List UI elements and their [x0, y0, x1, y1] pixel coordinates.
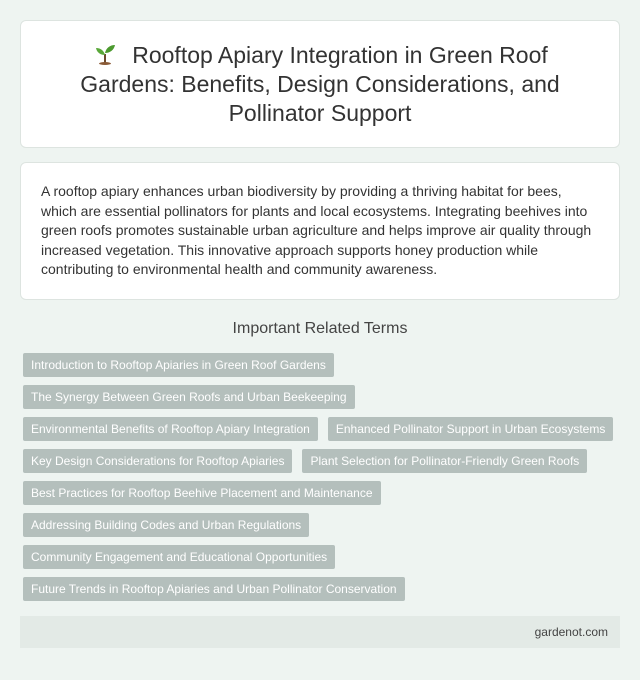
- page-title-text: Rooftop Apiary Integration in Green Roof Gardens: Benefits, Design Considerations, and Pollinator Support: [80, 41, 560, 126]
- title-card: [20, 20, 620, 148]
- term-tag[interactable]: Addressing Building Codes and Urban Regulations: [23, 513, 309, 537]
- footer-site-link[interactable]: gardenot.com: [534, 625, 608, 639]
- term-tag[interactable]: Introduction to Rooftop Apiaries in Green Roof Gardens: [23, 353, 334, 377]
- term-tag[interactable]: Enhanced Pollinator Support in Urban Ecosystems: [328, 417, 613, 441]
- term-tag[interactable]: The Synergy Between Green Roofs and Urban Beekeeping: [23, 385, 355, 409]
- related-terms-list: [23, 353, 623, 609]
- term-row: [23, 385, 623, 409]
- term-tag[interactable]: Plant Selection for Pollinator-Friendly Green Roofs: [302, 449, 587, 473]
- page-title: [21, 41, 619, 128]
- term-row: [23, 545, 623, 569]
- term-tag[interactable]: Best Practices for Rooftop Beehive Placement and Maintenance: [23, 481, 381, 505]
- term-row: [23, 353, 623, 377]
- summary-text: A rooftop apiary enhances urban biodiversity by providing a thriving habitat for bees, which are essential pollinators for plants and local ecosystems. Integrating beehives into green roofs promotes sustainable urban agriculture and helps improve air quality through increased vegetation. This innovative approach supports honey production while contributing to environmental health and community awareness.: [41, 183, 592, 278]
- summary-card: [20, 162, 620, 300]
- seedling-icon: [92, 43, 118, 65]
- term-tag[interactable]: Key Design Considerations for Rooftop Apiaries: [23, 449, 292, 473]
- term-tag[interactable]: Future Trends in Rooftop Apiaries and Urban Pollinator Conservation: [23, 577, 405, 601]
- term-row: [23, 513, 623, 537]
- term-row: [23, 417, 623, 441]
- term-tag[interactable]: Environmental Benefits of Rooftop Apiary Integration: [23, 417, 318, 441]
- term-row: [23, 577, 623, 601]
- footer: [20, 616, 620, 648]
- term-row: [23, 481, 623, 505]
- term-tag[interactable]: Community Engagement and Educational Opportunities: [23, 545, 335, 569]
- related-terms-heading: Important Related Terms: [232, 320, 408, 337]
- term-row: [23, 449, 623, 473]
